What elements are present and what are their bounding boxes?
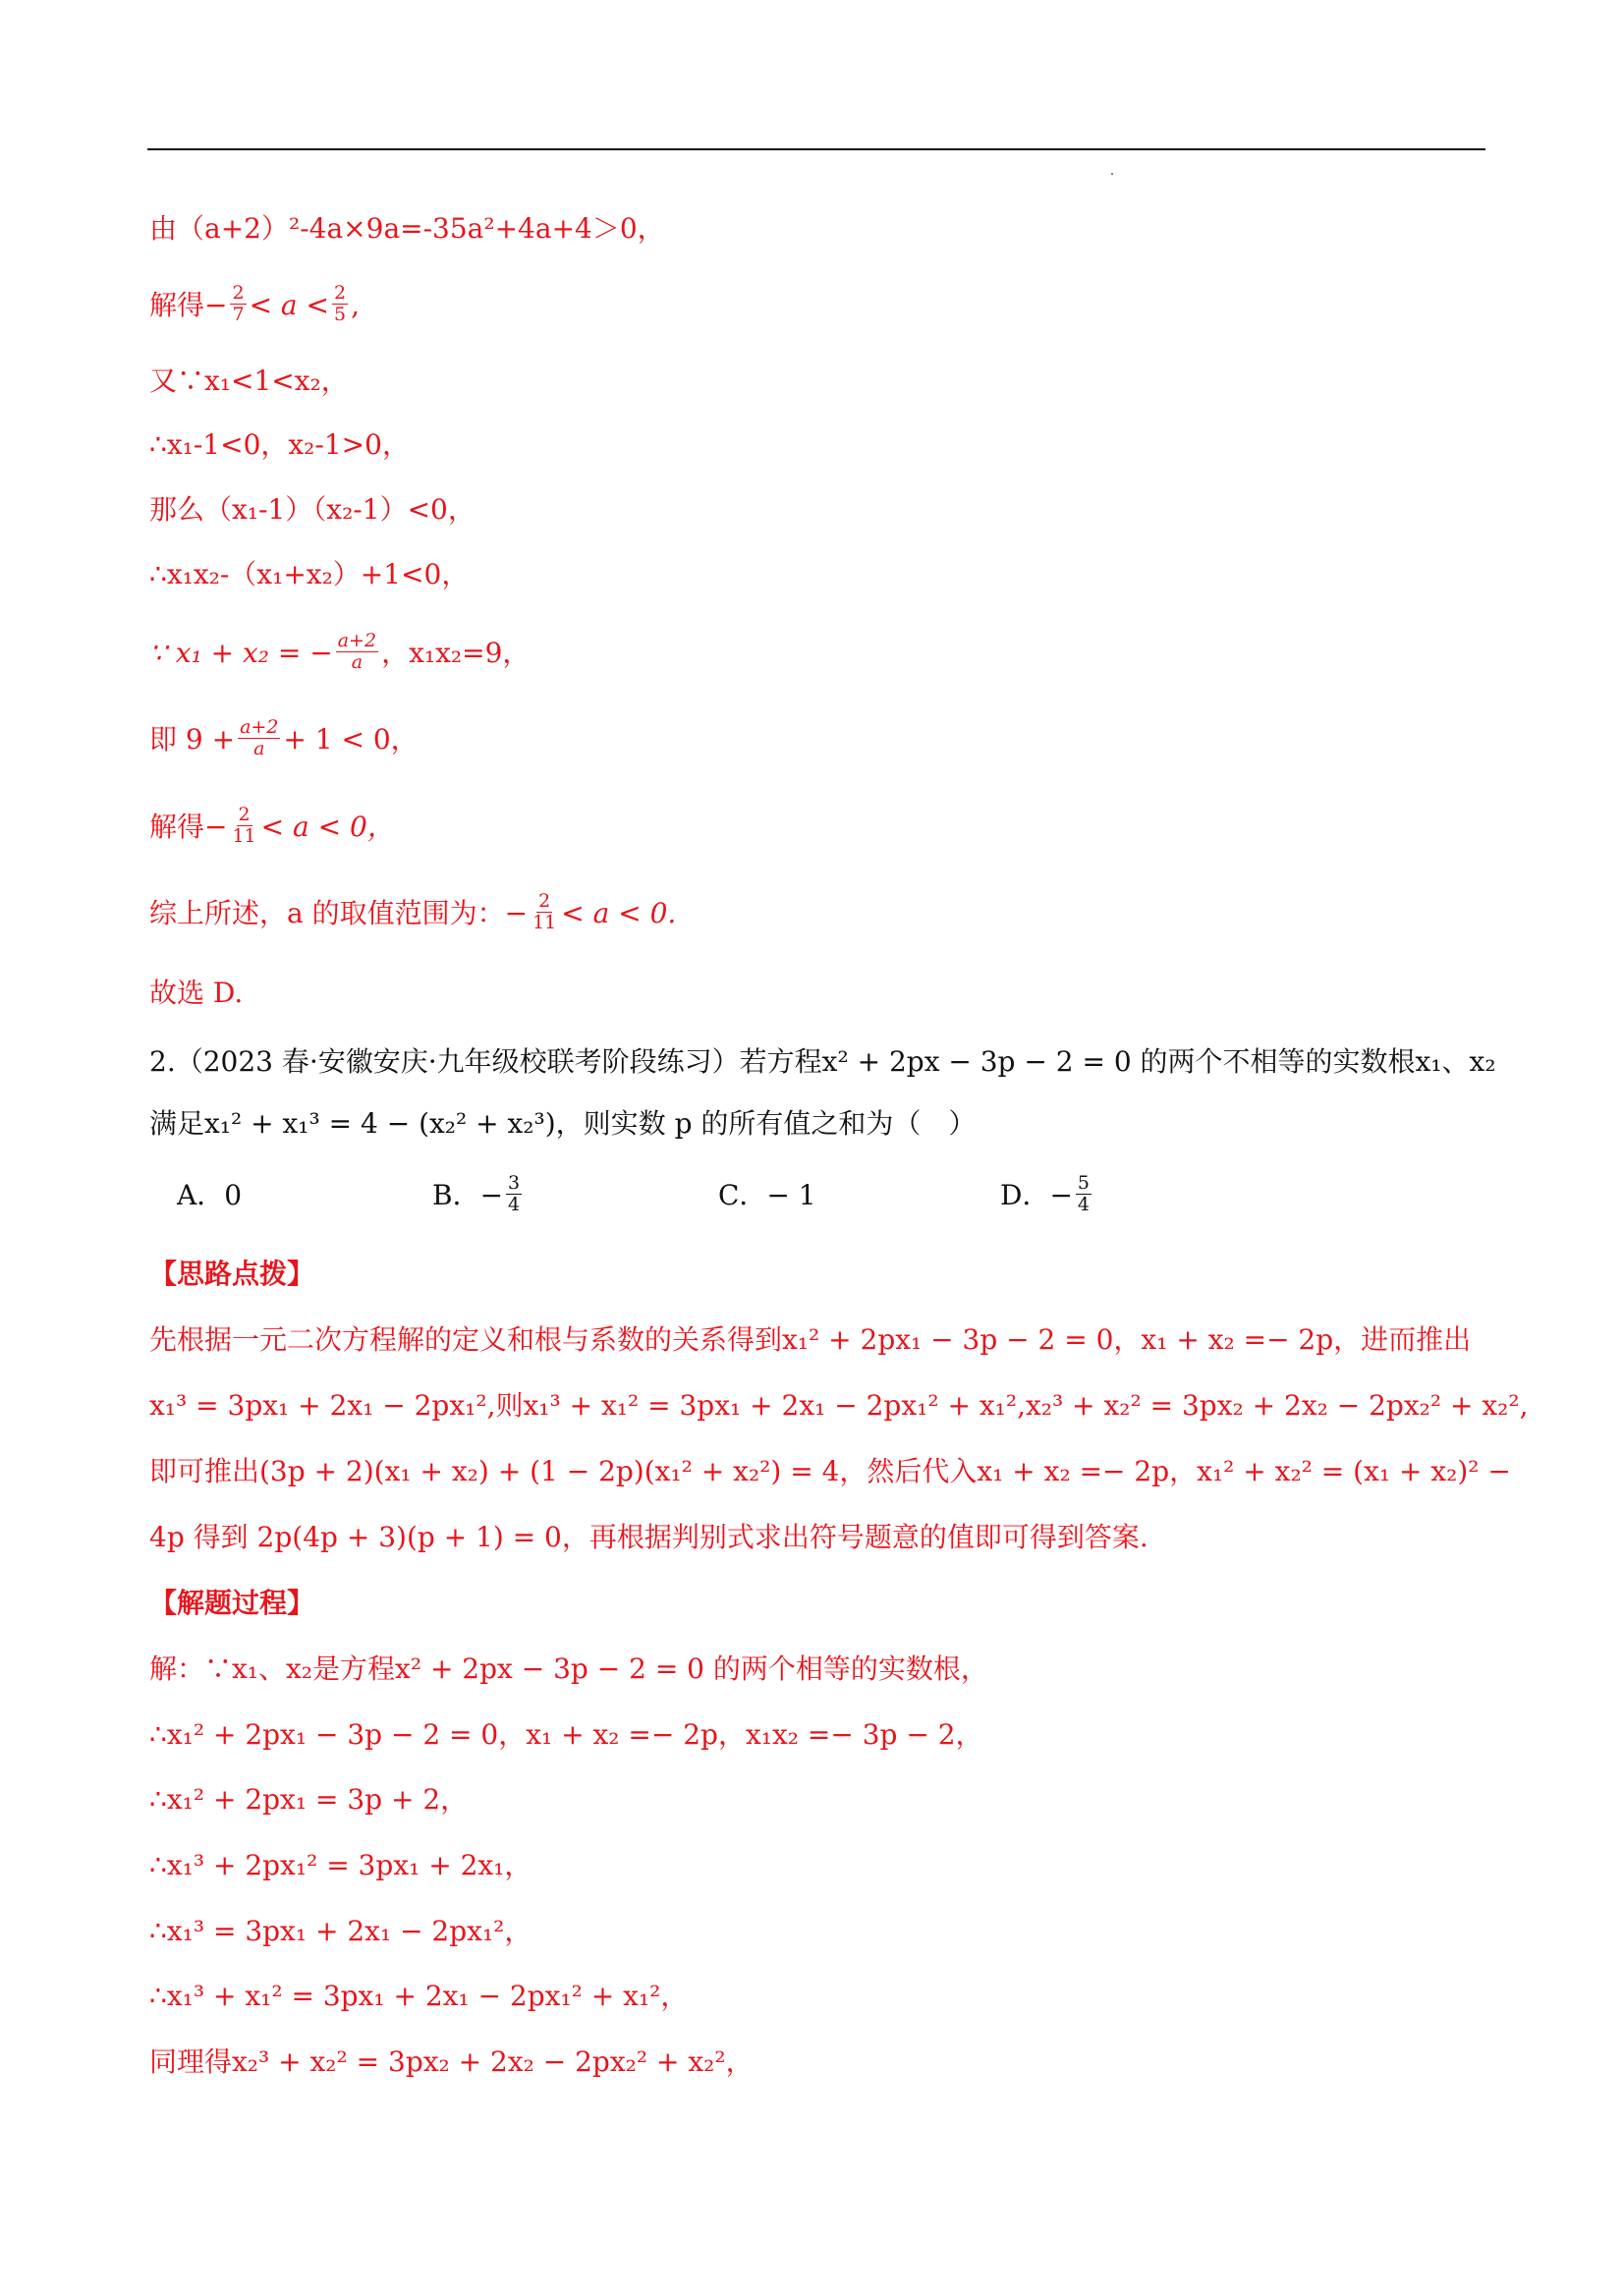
option-label: C．− 1 bbox=[718, 1179, 816, 1211]
fraction-denominator: 7 bbox=[232, 304, 245, 325]
line-discriminant bbox=[149, 209, 665, 249]
line-text: 那么（x₁-1）（x₂-1）<0， bbox=[149, 493, 476, 526]
hint-line-3 bbox=[149, 1452, 1511, 1491]
solution-line-2 bbox=[149, 1715, 983, 1755]
line-lead: 解得− bbox=[149, 289, 228, 321]
line-answer bbox=[149, 974, 243, 1013]
option-b bbox=[432, 1172, 525, 1218]
line-tail: < a < 0. bbox=[561, 897, 677, 929]
fraction bbox=[531, 891, 558, 933]
fraction-numerator: a+2 bbox=[337, 630, 377, 651]
line-text: 由（a+2）²-4a×9a=-35a²+4a+4＞0， bbox=[149, 212, 665, 245]
line-lead: 即 9 + bbox=[149, 723, 236, 756]
line-vieta bbox=[149, 630, 531, 676]
solution-text: 解：∵x₁、x₂是方程x² + 2px − 3p − 2 = 0 的两个相等的实数根， bbox=[149, 1652, 988, 1685]
solution-text: ∴x₁³ + x₁² = 3px₁ + 2x₁ − 2px₁² + x₁²， bbox=[149, 1980, 689, 2012]
solution-title bbox=[149, 1584, 314, 1623]
question-2-line-1 bbox=[149, 1042, 1496, 1082]
line-text: 故选 D. bbox=[149, 977, 244, 1009]
fraction-denominator: a bbox=[351, 651, 364, 673]
fraction-denominator: 4 bbox=[508, 1194, 521, 1215]
option-label: D．− bbox=[1000, 1179, 1073, 1211]
line-lead: 解得− bbox=[149, 811, 228, 843]
fraction bbox=[332, 283, 348, 325]
hint-text: x₁³ = 3px₁ + 2x₁ − 2px₁²,则x₁³ + x₁² = 3px₁ + 2x₁ − 2px₁² + x₁²,x₂³ + x₂² = 3px₂ + 2x₂ − 2px₂² + x₂², bbox=[149, 1389, 1529, 1422]
option-d bbox=[1000, 1172, 1094, 1218]
solution-text: ∴x₁² + 2px₁ = 3p + 2， bbox=[149, 1783, 469, 1816]
solution-line-5 bbox=[149, 1912, 532, 1951]
option-c bbox=[718, 1176, 816, 1215]
line-lead: 综上所述，a 的取值范围为：− bbox=[149, 897, 529, 929]
solution-line-7 bbox=[149, 2043, 754, 2082]
hint-title bbox=[149, 1255, 314, 1294]
line-mid: < a < bbox=[249, 289, 329, 321]
hint-text: 即可推出(3p + 2)(x₁ + x₂) + (1 − 2p)(x₁² + x₂²) = 4，然后代入x₁ + x₂ =− 2p，x₁² + x₂² = (x₁ + x₂)² − bbox=[149, 1455, 1511, 1487]
line-tail: , bbox=[351, 289, 360, 321]
fraction-numerator: 3 bbox=[508, 1172, 521, 1194]
fraction-numerator: 2 bbox=[238, 804, 251, 825]
fraction-numerator: 2 bbox=[538, 890, 551, 912]
question-text: 2.（2023 春·安徽安庆·九年级校联考阶段练习）若方程x² + 2px − 3p − 2 = 0 的两个不相等的实数根x₁、x₂ bbox=[149, 1045, 1496, 1078]
fraction bbox=[230, 805, 257, 847]
fraction-denominator: a bbox=[253, 738, 265, 759]
fraction bbox=[230, 283, 246, 325]
fraction bbox=[506, 1173, 522, 1215]
line-roots-sign bbox=[149, 425, 410, 465]
option-label: B．− bbox=[432, 1179, 504, 1211]
solution-line-1 bbox=[149, 1650, 988, 1689]
fraction-denominator: 11 bbox=[532, 912, 557, 933]
solution-line-3 bbox=[149, 1780, 468, 1820]
question-text: 满足x₁² + x₁³ = 4 − (x₂² + x₂³)，则实数 p 的所有值之和为（ ） bbox=[149, 1107, 977, 1140]
fraction-numerator: 5 bbox=[1077, 1172, 1091, 1194]
line-text: ∴x₁-1<0，x₂-1>0， bbox=[149, 428, 410, 461]
line-tail: + 1 < 0， bbox=[283, 723, 419, 756]
line-substitute bbox=[149, 716, 419, 762]
section-title: 【思路点拨】 bbox=[149, 1258, 315, 1290]
section-title: 【解题过程】 bbox=[149, 1587, 315, 1619]
header-rule bbox=[147, 148, 1485, 150]
solution-line-4 bbox=[149, 1846, 532, 1885]
hint-line-1 bbox=[149, 1320, 1471, 1360]
solution-text: ∴x₁² + 2px₁ − 3p − 2 = 0，x₁ + x₂ =− 2p，x₁x₂ =− 3p − 2， bbox=[149, 1718, 983, 1751]
line-tail: ，x₁x₂=9， bbox=[381, 637, 531, 669]
line-tail: < a < 0， bbox=[260, 811, 395, 843]
hint-text: 先根据一元二次方程解的定义和根与系数的关系得到x₁² + 2px₁ − 3p − 2 = 0，x₁ + x₂ =− 2p，进而推出 bbox=[149, 1323, 1472, 1356]
fraction-denominator: 5 bbox=[333, 304, 347, 325]
line-text: 又∵x₁<1<x₂， bbox=[149, 364, 349, 397]
line-product-negative bbox=[149, 490, 476, 530]
hint-text: 4p 得到 2p(4p + 3)(p + 1) = 0，再根据判别式求出符号题意的值即可得到答案. bbox=[149, 1521, 1148, 1553]
fraction-numerator: a+2 bbox=[240, 716, 279, 738]
solution-text: ∴x₁³ = 3px₁ + 2x₁ − 2px₁²， bbox=[149, 1915, 532, 1947]
line-solve-range-1 bbox=[149, 282, 360, 328]
fraction-denominator: 4 bbox=[1077, 1194, 1091, 1215]
fraction-denominator: 11 bbox=[232, 825, 256, 847]
line-text: ∴x₁x₂-（x₁+x₂）+1<0， bbox=[149, 558, 470, 590]
solution-line-6 bbox=[149, 1977, 688, 2016]
option-label: A．0 bbox=[177, 1179, 243, 1211]
hint-line-4 bbox=[149, 1518, 1148, 1557]
fraction bbox=[238, 717, 280, 759]
hint-line-2 bbox=[149, 1386, 1528, 1426]
fraction-numerator: 2 bbox=[333, 282, 347, 304]
solution-text: 同理得x₂³ + x₂² = 3px₂ + 2x₂ − 2px₂² + x₂²， bbox=[149, 2045, 754, 2078]
fraction bbox=[1076, 1173, 1091, 1215]
fraction-numerator: 2 bbox=[232, 282, 245, 304]
header-dot bbox=[1111, 173, 1113, 175]
line-roots-condition bbox=[149, 362, 349, 401]
line-conclusion bbox=[149, 890, 677, 936]
line-expanded bbox=[149, 555, 469, 594]
line-solve-range-2 bbox=[149, 804, 395, 850]
solution-text: ∴x₁³ + 2px₁² = 3px₁ + 2x₁， bbox=[149, 1849, 532, 1881]
question-2-line-2 bbox=[149, 1104, 976, 1144]
fraction bbox=[336, 631, 378, 673]
option-a bbox=[177, 1176, 242, 1215]
line-lead: ∵ x₁ + x₂ = − bbox=[149, 637, 333, 669]
